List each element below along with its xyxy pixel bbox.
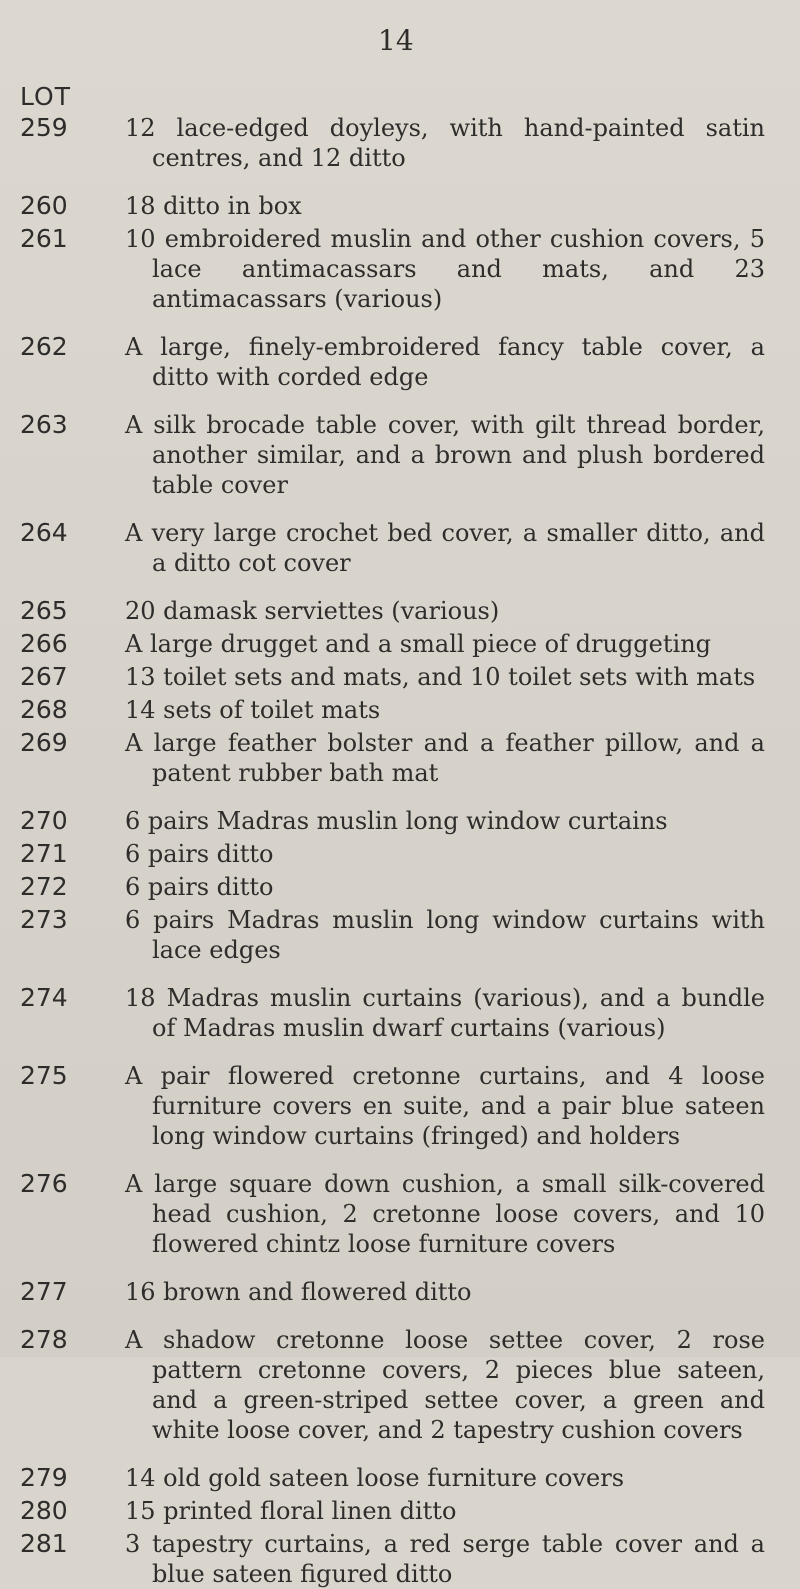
lot-description: A large feather bolster and a feather pillow, and a patent rubber bath mat xyxy=(125,729,765,787)
lot-row xyxy=(0,629,800,659)
lot-number: 280 xyxy=(20,1496,68,1525)
lot-row xyxy=(0,1463,800,1493)
lot-number: 281 xyxy=(20,1529,68,1558)
lot-number: 261 xyxy=(20,224,68,253)
lot-number: 259 xyxy=(20,113,68,142)
lot-number: 273 xyxy=(20,905,68,934)
lot-number: 278 xyxy=(20,1325,68,1354)
lot-row xyxy=(0,728,800,788)
lot-number: 272 xyxy=(20,872,68,901)
lot-row xyxy=(0,1496,800,1526)
lot-number: 274 xyxy=(20,983,68,1012)
lot-number: 266 xyxy=(20,629,68,658)
lot-row xyxy=(0,1169,800,1259)
lot-row xyxy=(0,596,800,626)
lot-number: 265 xyxy=(20,596,68,625)
lot-description: A large, finely-embroidered fancy table cover, a ditto with corded edge xyxy=(125,333,765,391)
lot-description: A silk brocade table cover, with gilt thread border, another similar, and a brown and plush bordered table cover xyxy=(125,411,765,499)
lot-row xyxy=(0,224,800,314)
lot-row xyxy=(0,662,800,692)
lot-number: 268 xyxy=(20,695,68,724)
lot-description: A large drugget and a small piece of druggeting xyxy=(125,630,712,658)
lot-description: 14 old gold sateen loose furniture covers xyxy=(125,1464,625,1492)
lot-description: 6 pairs Madras muslin long window curtains xyxy=(125,807,668,835)
lot-number: 260 xyxy=(20,191,68,220)
lot-description: 10 embroidered muslin and other cushion covers, 5 lace antimacassars and mats, and 23 antimacassars (various) xyxy=(125,225,765,313)
lot-description: 18 ditto in box xyxy=(125,192,302,220)
lot-row xyxy=(0,1277,800,1307)
lot-list xyxy=(0,113,800,1589)
lot-row xyxy=(0,839,800,869)
lot-description: 20 damask serviettes (various) xyxy=(125,597,500,625)
lot-row xyxy=(0,806,800,836)
lot-number: 279 xyxy=(20,1463,68,1492)
lot-column-header: LOT xyxy=(20,82,71,111)
lot-description: 6 pairs ditto xyxy=(125,840,274,868)
lot-description: 16 brown and flowered ditto xyxy=(125,1278,472,1306)
lot-description: A pair flowered cretonne curtains, and 4 loose furniture covers en suite, and a pair blue sateen long window curtains (fringed) and holders xyxy=(125,1062,765,1150)
lot-description: A shadow cretonne loose settee cover, 2 rose pattern cretonne covers, 2 pieces blue sateen, and a green-striped settee cover, a green and white loose cover, and 2 tapestry cushion covers xyxy=(125,1326,765,1444)
lot-row xyxy=(0,518,800,578)
lot-number: 270 xyxy=(20,806,68,835)
lot-row xyxy=(0,1325,800,1445)
lot-number: 275 xyxy=(20,1061,68,1090)
lot-row xyxy=(0,332,800,392)
lot-description: 6 pairs Madras muslin long window curtains with lace edges xyxy=(125,906,765,964)
page-number: 14 xyxy=(378,24,414,57)
lot-row xyxy=(0,695,800,725)
lot-description: 14 sets of toilet mats xyxy=(125,696,381,724)
lot-description: 3 tapestry curtains, a red serge table cover and a blue sateen figured ditto xyxy=(125,1530,765,1588)
lot-number: 271 xyxy=(20,839,68,868)
lot-description: 13 toilet sets and mats, and 10 toilet sets with mats xyxy=(125,663,756,691)
lot-row xyxy=(0,872,800,902)
lot-description: 6 pairs ditto xyxy=(125,873,274,901)
lot-description: 12 lace-edged doyleys, with hand-painted satin centres, and 12 ditto xyxy=(125,114,765,172)
lot-number: 267 xyxy=(20,662,68,691)
lot-row xyxy=(0,1529,800,1589)
lot-number: 276 xyxy=(20,1169,68,1198)
lot-number: 269 xyxy=(20,728,68,757)
lot-number: 264 xyxy=(20,518,68,547)
lot-row xyxy=(0,191,800,221)
lot-number: 277 xyxy=(20,1277,68,1306)
lot-row xyxy=(0,905,800,965)
lot-description: 18 Madras muslin curtains (various), and a bundle of Madras muslin dwarf curtains (various) xyxy=(125,984,765,1042)
lot-number: 262 xyxy=(20,332,68,361)
lot-number: 263 xyxy=(20,410,68,439)
lot-row xyxy=(0,983,800,1043)
lot-row xyxy=(0,113,800,173)
lot-description: A large square down cushion, a small silk-covered head cushion, 2 cretonne loose covers, and 10 flowered chintz loose furniture covers xyxy=(125,1170,765,1258)
lot-row xyxy=(0,410,800,500)
lot-description: A very large crochet bed cover, a smaller ditto, and a ditto cot cover xyxy=(125,519,765,577)
lot-description: 15 printed floral linen ditto xyxy=(125,1497,457,1525)
lot-row xyxy=(0,1061,800,1151)
